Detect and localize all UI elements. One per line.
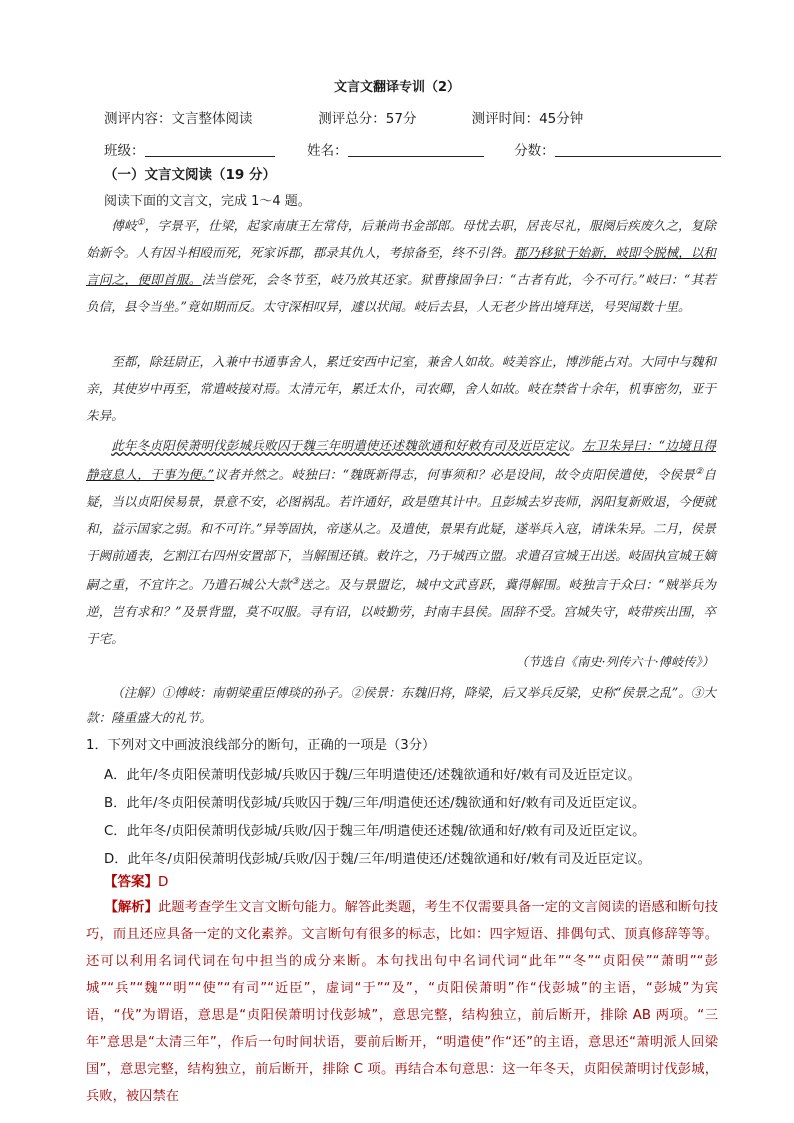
score-field-label: 分数： — [514, 143, 555, 159]
footnote-marker: ② — [695, 467, 704, 477]
section-heading: （一）文言文阅读（19 分） — [104, 167, 276, 183]
passage-text: 送之。及与景盟讫，城中文武喜跃，冀得解围。岐独言于众曰：“贼举兵为逆，岂有求和？”及景背盟，莫不叹服。寻有诏，以岐勤劳，封南丰县侯。固辞不受。宫城失守，岐带疾出围，卒于宅。 — [86, 577, 716, 647]
passage-paragraph-1 — [86, 210, 716, 320]
question-options — [104, 762, 651, 874]
reading-instruction: 阅读下面的文言文，完成 1～4 题。 — [104, 194, 311, 209]
passage-text: 自疑，当以贞阳侯易景，景意不安，必图祸乱。若许通好，政是堕其计中。且彭城去岁丧师，涡阳复新败退，今便就和，益示国家之弱。和不可许。”异等固执，帝遂从之。及遣使，景果有此疑，遂举兵入寇，请诛朱异。二月，侯景于阙前通表，乞割江右四州安置部下，当解围还镇。敕许之，乃于城西立盟。求遣召宣城王出送。岐固执宣城王嫡嗣之重，不宜许之。乃遣石城公大款 — [86, 467, 716, 593]
content-label: 测评内容： — [104, 111, 172, 127]
option-b[interactable]: B．此年/冬贞阳侯萧明伐彭城/兵败囚于魏/三年/明遣使还述/魏欲通和好/敕有司及近臣定议。 — [104, 796, 646, 811]
passage-text: 法当偿死，会冬节至，岐乃放其还家。狱曹掾固争曰：“古者有此，今不可行。”岐曰：“其若负信，县令当坐。”竟如期而反。太守深相叹异，遽以状闻。岐后去县，人无老少皆出境拜送，号哭闻数十里。 — [86, 272, 717, 315]
question-1: 1．下列对文中画波浪线部分的断句，正确的一项是（3分） — [86, 738, 436, 753]
footnote-marker: ③ — [291, 577, 300, 588]
passage-paragraph-2 — [86, 348, 716, 429]
underlined-sentence: 郡乃移狱于始新，岐即令脱械，以和言问之，便即首服。 — [86, 245, 717, 288]
footnote-marker: ① — [136, 218, 145, 228]
passage-paragraph-3 — [86, 432, 716, 652]
underlined-sentence: 左卫朱异曰：“边境且得静寇息人，于事为便。” — [86, 438, 716, 483]
score-field[interactable] — [555, 142, 721, 157]
page-title: 文言文翻译专训（2） — [333, 80, 461, 95]
answer-label: 【答案】 — [104, 874, 158, 890]
passage-text: ，字景平，仕梁，起家南康王左常侍，后兼尚书金部郎。母忧去职，居丧尽礼，服阕后疾废久之，复除始新令。人有因斗相殴而死，死家诉郡，郡录其仇人，考掠备至，终不引咎。 — [86, 218, 717, 261]
time-value: 45分钟 — [539, 111, 584, 127]
annotations: （注解）①傅岐：南朝梁重臣傅琰的孙子。②侯景：东魏旧将，降梁，后又举兵反梁，史称“侯景之乱”。③大款：隆重盛大的礼节。 — [86, 685, 716, 725]
analysis-block — [86, 894, 718, 1110]
answer-line — [104, 870, 168, 890]
option-d[interactable]: D．此年冬/贞阳侯萧明伐彭城/兵败/囚于魏/三年/明遣使还/述魏欲通和好/敕有司及近臣定议。 — [104, 852, 651, 867]
student-info-form — [104, 139, 721, 159]
answer-value: D — [158, 874, 169, 890]
passage-text: 议者并然之。岐独曰：“魏既新得志，何事须和？必是设间，故令贞阳侯遣使，令侯景 — [214, 467, 696, 483]
option-c[interactable]: C．此年冬/贞阳侯萧明伐彭城/兵败/囚于魏三年/明遣使还述魏/欲通和好/敕有司及近臣定议。 — [104, 824, 646, 839]
score-label: 测评总分： — [318, 111, 386, 127]
name-field[interactable] — [348, 142, 484, 157]
content-value: 文言整体阅读 — [171, 111, 253, 127]
analysis-label: 【解析】 — [104, 900, 158, 915]
analysis-text: 此题考查学生文言文断句能力。解答此类题，考生不仅需要具备一定的文言阅读的语感和断句技巧，而且还应具备一定的文化素养。文言断句有很多的标志，比如：四字短语、排偶句式、顶真修辞等等。还可以利用名词代词在句中担当的成分来断。本句找出句中名词代词“此年”“冬”“贞阳侯”“萧明”“彭城”“兵”“魏”“明”“使”“有司”“近臣”，虚词“于”“及”，“贞阳侯萧明”作“伐彭城”的主语，“彭城”为宾语，“伐”为谓语，意思是“贞阳侯萧明讨伐彭城”，意思完整，结构独立，前后断开，排除 AB 两项。“三年”意思是“太清三年”，作后一句时间状语，要前后断开，“明遣使”作“还”的主语，意思还“萧明派人回梁国”，意思完整，结构独立，前后断开，排除 C 项。再结合本句意思：这一年冬天，贞阳侯萧明讨伐彭城，兵败，被囚禁在 — [86, 900, 719, 1104]
name-label: 姓名： — [307, 143, 348, 159]
class-field[interactable] — [145, 142, 275, 157]
score-value: 57分 — [385, 111, 417, 127]
passage-text: 至都，除廷尉正，入兼中书通事舍人，累迁安西中记室，兼舍人如故。岐美容止，博涉能占对。大同中与魏和亲，其使岁中再至，常遣岐接对焉。太清元年，累迁太仆，司农卿，舍人如故。岐在禁省十余年，机事密勿，亚于朱异。 — [86, 354, 716, 423]
option-a[interactable]: A．此年/冬贞阳侯萧明伐彭城/兵败囚于魏/三年明遣使还/述魏欲通和好/敕有司及近臣定议。 — [104, 768, 641, 783]
wavy-underlined-sentence: 此年冬贞阳侯萧明伐彭城兵败囚于魏三年明遣使还述魏欲通和好敕有司及近臣定议 — [111, 438, 570, 453]
passage-source: （节选自《南史·列传六十·傅岐传》） — [515, 655, 714, 669]
passage-text: 傅岐 — [111, 218, 137, 234]
assessment-meta — [104, 107, 583, 127]
class-label: 班级： — [104, 143, 145, 159]
passage-text: 。 — [569, 438, 583, 453]
time-label: 测评时间： — [471, 111, 540, 127]
